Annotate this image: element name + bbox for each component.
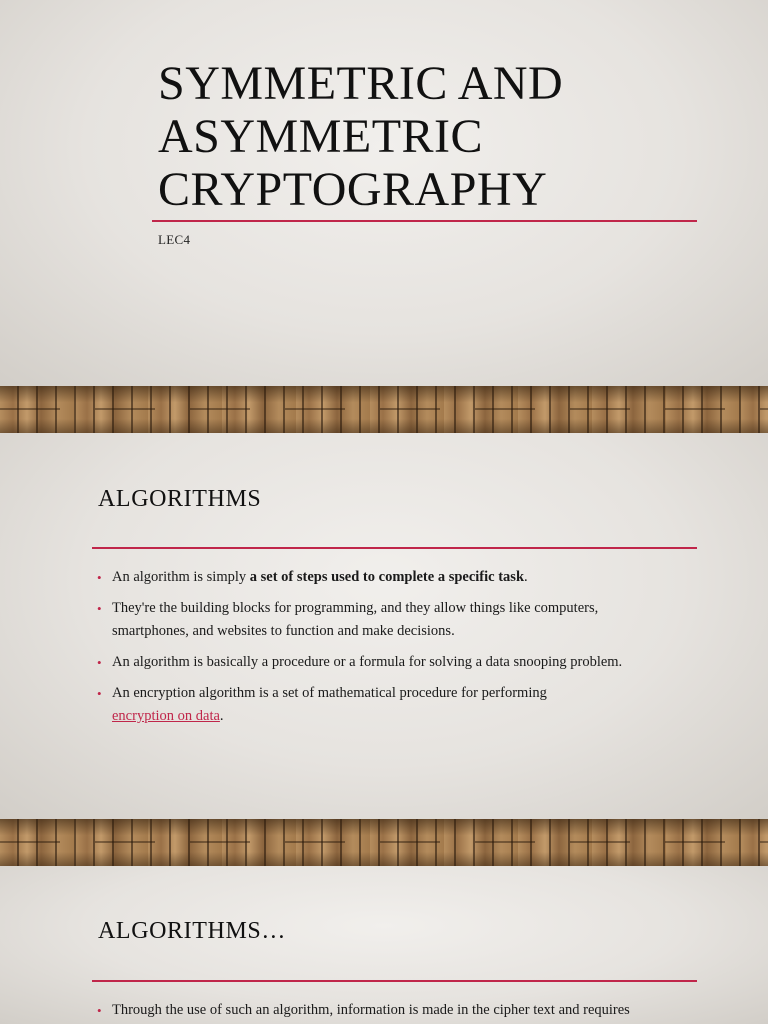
bullet-text-line-1: An encryption algorithm is a set of mathematical procedure for performing xyxy=(112,685,547,701)
list-item xyxy=(97,651,697,674)
bullet-text-line-1: They're the building blocks for programming, and they allow things like computers, xyxy=(112,600,599,616)
slide-title xyxy=(158,57,718,216)
bullet-dot-icon: • xyxy=(97,655,102,670)
list-item xyxy=(97,597,697,643)
algorithms-continued-slide xyxy=(0,866,768,1024)
bullet-dot-icon: • xyxy=(97,570,102,585)
wood-floor-strip xyxy=(0,819,768,866)
list-item xyxy=(97,999,697,1022)
title-divider xyxy=(152,220,697,222)
bullet-text-suffix: . xyxy=(219,708,224,724)
wood-floor-strip xyxy=(0,386,768,433)
bullet-text-prefix: An algorithm is simply xyxy=(112,569,250,585)
slide-heading: ALGORITHMS xyxy=(98,486,262,512)
slide-heading: ALGORITHMS… xyxy=(98,918,286,944)
heading-divider xyxy=(92,980,697,982)
bullet-dot-icon: • xyxy=(97,1003,102,1018)
bullet-text-suffix: . xyxy=(524,569,528,585)
bullet-text-line-2: smartphones, and websites to function and make decisions. xyxy=(112,623,455,639)
heading-divider xyxy=(92,547,697,549)
bullet-text: Through the use of such an algorithm, information is made in the cipher text and requires xyxy=(112,1002,630,1018)
title-slide xyxy=(0,0,768,386)
list-item xyxy=(97,566,697,589)
bullet-list xyxy=(97,566,697,736)
bullet-list xyxy=(97,999,697,1024)
title-line-2: ASYMMETRIC xyxy=(158,110,484,163)
list-item xyxy=(97,682,697,728)
bullet-text: An algorithm is basically a procedure or a formula for solving a data snooping problem. xyxy=(112,654,623,670)
title-line-3: CRYPTOGRAPHY xyxy=(158,163,548,216)
encryption-on-data-link[interactable]: encryption on data xyxy=(112,708,220,724)
bullet-text-bold: a set of steps used to complete a specific task xyxy=(249,569,525,585)
bullet-dot-icon: • xyxy=(97,686,102,701)
bullet-dot-icon: • xyxy=(97,601,102,616)
algorithms-slide xyxy=(0,433,768,819)
title-line-1: SYMMETRIC AND xyxy=(158,57,564,110)
slide-subtitle: LEC4 xyxy=(158,232,191,247)
